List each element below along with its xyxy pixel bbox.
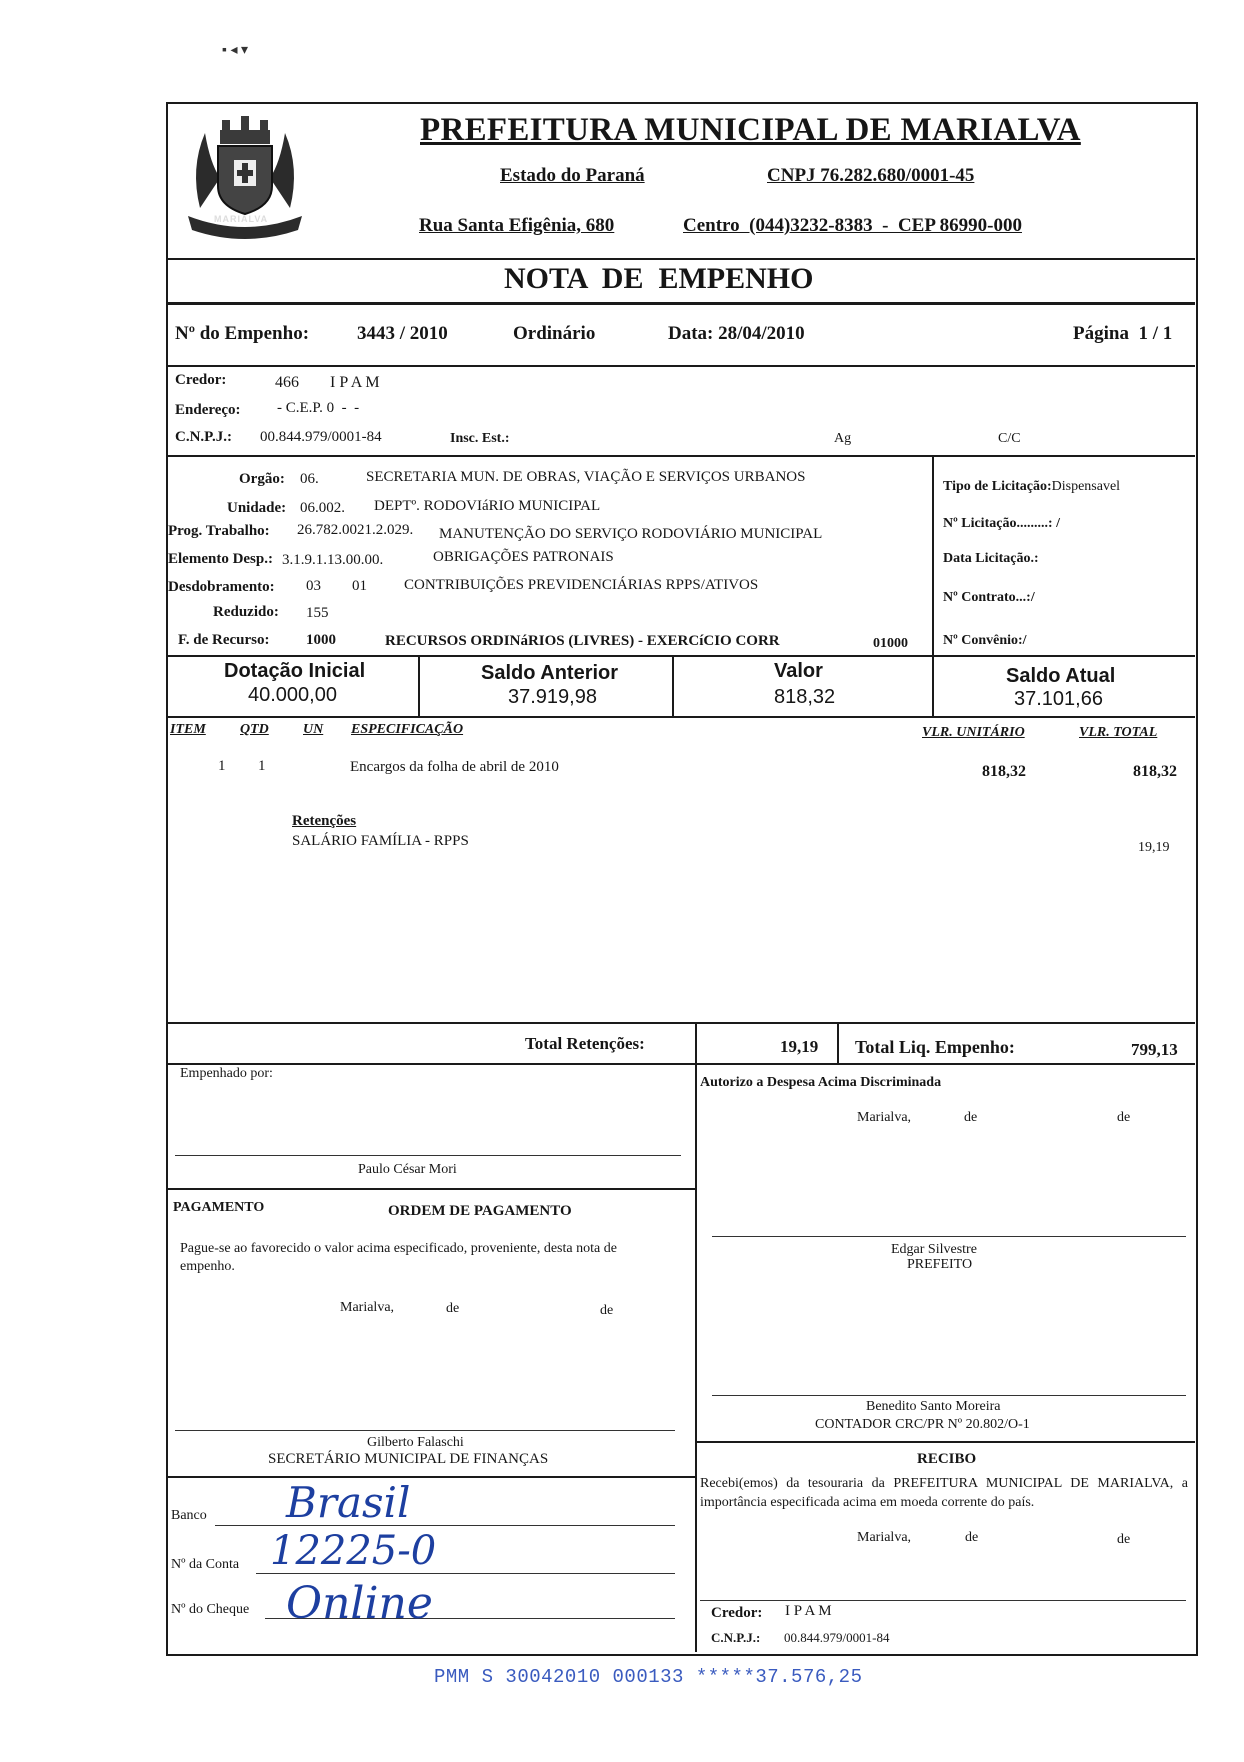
recurso-label: F. de Recurso: [178,632,270,648]
recibo-title: RECIBO [917,1451,977,1467]
reduzido-value: 155 [306,605,329,621]
recibo-de2: de [1117,1532,1131,1547]
tipo-licitacao-value: Dispensavel [1051,479,1121,494]
divider [167,258,1195,260]
col-especificacao: ESPECIFICAÇÃO [351,722,464,737]
saldo-atual-label: Saldo Atual [1006,665,1116,687]
desdobramento-b: 01 [352,578,367,594]
signature-line [712,1236,1186,1237]
ordem-pagamento-title: ORDEM DE PAGAMENTO [388,1203,572,1219]
endereco-label: Endereço: [175,402,241,418]
recurso-name: RECURSOS ORDINáRIOS (LIVRES) - EXERCíCIO CORR [385,633,780,649]
col-vlr-total: VLR. TOTAL [1079,725,1158,740]
divider [695,1022,697,1064]
scan-marks: ▪ ◂ ▾ [222,43,249,58]
elemento-code: 3.1.9.1.13.00.00. [282,552,384,568]
page-number: Página 1 / 1 [1073,323,1173,344]
signature-line [175,1155,681,1156]
banco-label: Banco [171,1508,207,1523]
item-especificacao: Encargos da folha de abril de 2010 [350,759,559,775]
state-name: Estado do Paraná [500,165,645,186]
item-number: 1 [218,758,226,774]
saldo-atual-value: 37.101,66 [1014,688,1103,710]
payment-stamp: PMM S 30042010 000133 *****37.576,25 [434,1666,863,1688]
autorizo-title: Autorizo a Despesa Acima Discriminada [700,1075,942,1090]
empenho-number: 3443 / 2010 [357,323,448,344]
credor-name: I P A M [330,374,380,391]
secretario-name: Gilberto Falaschi [367,1435,464,1450]
empenho-date: Data: 28/04/2010 [668,323,805,344]
prefeito-role: PREFEITO [907,1257,973,1272]
secretario-role: SECRETÁRIO MUNICIPAL DE FINANÇAS [268,1451,549,1467]
pagamento-city: Marialva, [340,1300,395,1315]
autorizo-city: Marialva, [857,1110,912,1125]
retencao-name: SALÁRIO FAMÍLIA - RPPS [292,833,469,849]
recurso-code: 1000 [306,632,336,648]
cnpj-header: CNPJ 76.282.680/0001-45 [767,165,975,186]
credor-label: Credor: [175,372,227,388]
banco-handwritten-value[interactable]: Brasil [286,1478,411,1527]
divider [167,365,1195,367]
licitacao-date: Data Licitação.: [943,551,1039,566]
district-phone-cep: Centro (044)3232-8383 - CEP 86990-000 [683,215,1022,236]
orgao-code: 06. [300,471,319,487]
pagamento-label: PAGAMENTO [173,1200,265,1215]
ag-label: Ag [834,431,852,446]
total-retencoes-value: 19,19 [780,1037,819,1056]
saldo-anterior-label: Saldo Anterior [481,662,619,684]
coat-of-arms-icon [180,108,310,243]
saldo-anterior-value: 37.919,98 [508,686,597,708]
recibo-de1: de [965,1530,979,1545]
recibo-city: Marialva, [857,1530,912,1545]
retencao-value: 19,19 [1138,840,1170,855]
convenio-number: Nº Convênio:/ [943,633,1027,648]
recibo-text: Recebi(emos) da tesouraria da PREFEITURA MUNICIPAL DE MARIALVA, a importância especificada acima em moeda corrente do país. [700,1476,1188,1510]
divider [167,655,1195,657]
autorizo-de2: de [1117,1110,1131,1125]
unidade-name: DEPTº. RODOVIáRIO MUNICIPAL [374,498,601,514]
prefeito-name: Edgar Silvestre [891,1242,977,1257]
prog-label: Prog. Trabalho: [168,523,270,539]
pagamento-de2: de [600,1303,614,1318]
recibo-credor-label: Credor: [711,1605,763,1621]
doc-title: NOTA DE EMPENHO [504,262,814,295]
cheque-handwritten-value[interactable]: Online [286,1578,433,1629]
unidade-label: Unidade: [227,500,287,516]
tipo-licitacao-text: Tipo de Licitação: [943,479,1052,494]
cheque-label: Nº do Cheque [171,1602,250,1617]
page-title: PREFEITURA MUNICIPAL DE MARIALVA [420,112,1081,148]
desdobramento-a: 03 [306,578,321,594]
empenhado-label: Empenhado por: [180,1066,273,1081]
item-qtd: 1 [258,758,266,774]
divider [167,302,1195,305]
recibo-cnpj-label: C.N.P.J.: [711,1630,761,1645]
crest-banner-text: MARIALVA [214,214,269,224]
col-vlr-unitario: VLR. UNITÁRIO [922,725,1025,740]
insc-est-label: Insc. Est.: [450,431,510,446]
dotacao-inicial-label: Dotação Inicial [224,660,366,682]
cc-label: C/C [998,431,1021,446]
total-liquido-label: Total Liq. Empenho: [855,1037,1015,1057]
divider [167,1476,695,1478]
col-qtd: QTD [240,722,269,737]
conta-label: Nº da Conta [171,1557,240,1572]
total-liquido-value: 799,13 [1131,1040,1178,1059]
pagamento-de1: de [446,1301,460,1316]
contrato-number: Nº Contrato...:/ [943,590,1035,605]
conta-handwritten-value[interactable]: 12225-0 [270,1528,437,1574]
divider [167,716,1195,718]
col-item: ITEM [170,722,206,737]
divider [167,1022,1195,1024]
signature-line [712,1395,1186,1396]
divider [932,656,934,716]
divider [695,1064,697,1652]
valor-value: 818,32 [774,686,836,708]
empenho-number-label: Nº do Empenho: [175,323,310,344]
orgao-name: SECRETARIA MUN. DE OBRAS, VIAÇÃO E SERVIÇOS URBANOS [366,469,806,485]
cnpj-label: C.N.P.J.: [175,429,232,445]
desdobramento-label: Desdobramento: [168,579,275,595]
divider [167,455,1195,457]
desdobramento-name: CONTRIBUIÇÕES PREVIDENCIÁRIAS RPPS/ATIVOS [404,577,759,593]
pagamento-text: Pague-se ao favorecido o valor acima especificado, proveniente, desta nota de empenho. [180,1241,617,1274]
empenho-type: Ordinário [513,323,596,344]
recibo-cnpj-value: 00.844.979/0001-84 [784,1630,890,1645]
recurso-ref: 01000 [873,636,908,651]
item-unit-value: 818,32 [982,763,1026,780]
recibo-credor-name: I P A M [785,1603,832,1619]
prog-name: MANUTENÇÃO DO SERVIÇO RODOVIÁRIO MUNICIPAL [439,526,823,542]
licitacao-number: Nº Licitação.........: / [943,516,1060,531]
credor-cnpj: 00.844.979/0001-84 [260,429,382,445]
credor-code: 466 [275,374,299,391]
total-retencoes-label: Total Retenções: [525,1034,645,1053]
banco-field-line [215,1525,675,1526]
retencoes-title: Retenções [292,813,357,829]
autorizo-de1: de [964,1110,978,1125]
prog-code: 26.782.0021.2.029. [297,522,414,538]
elemento-label: Elemento Desp.: [168,551,273,567]
col-un: UN [303,722,324,737]
divider [167,1063,1195,1065]
divider [932,456,934,656]
valor-label: Valor [774,660,823,682]
item-total-value: 818,32 [1133,763,1177,780]
orgao-label: Orgão: [239,471,285,487]
endereco-value: - C.E.P. 0 - - [277,400,360,416]
signature-line [175,1430,675,1431]
divider [167,1188,695,1190]
unidade-code: 06.002. [300,500,345,516]
contador-role: CONTADOR CRC/PR Nº 20.802/O-1 [815,1417,1030,1432]
dotacao-inicial-value: 40.000,00 [248,684,337,706]
divider [695,1441,1195,1443]
signature-line [700,1600,1186,1601]
reduzido-label: Reduzido: [213,604,279,620]
divider [672,656,674,716]
elemento-name: OBRIGAÇÕES PATRONAIS [433,549,614,565]
address: Rua Santa Efigênia, 680 [419,215,615,236]
empenhado-name: Paulo César Mori [358,1162,457,1177]
tipo-licitacao-label [943,479,1120,495]
contador-name: Benedito Santo Moreira [866,1399,1001,1414]
divider [418,656,420,716]
divider [837,1022,839,1064]
